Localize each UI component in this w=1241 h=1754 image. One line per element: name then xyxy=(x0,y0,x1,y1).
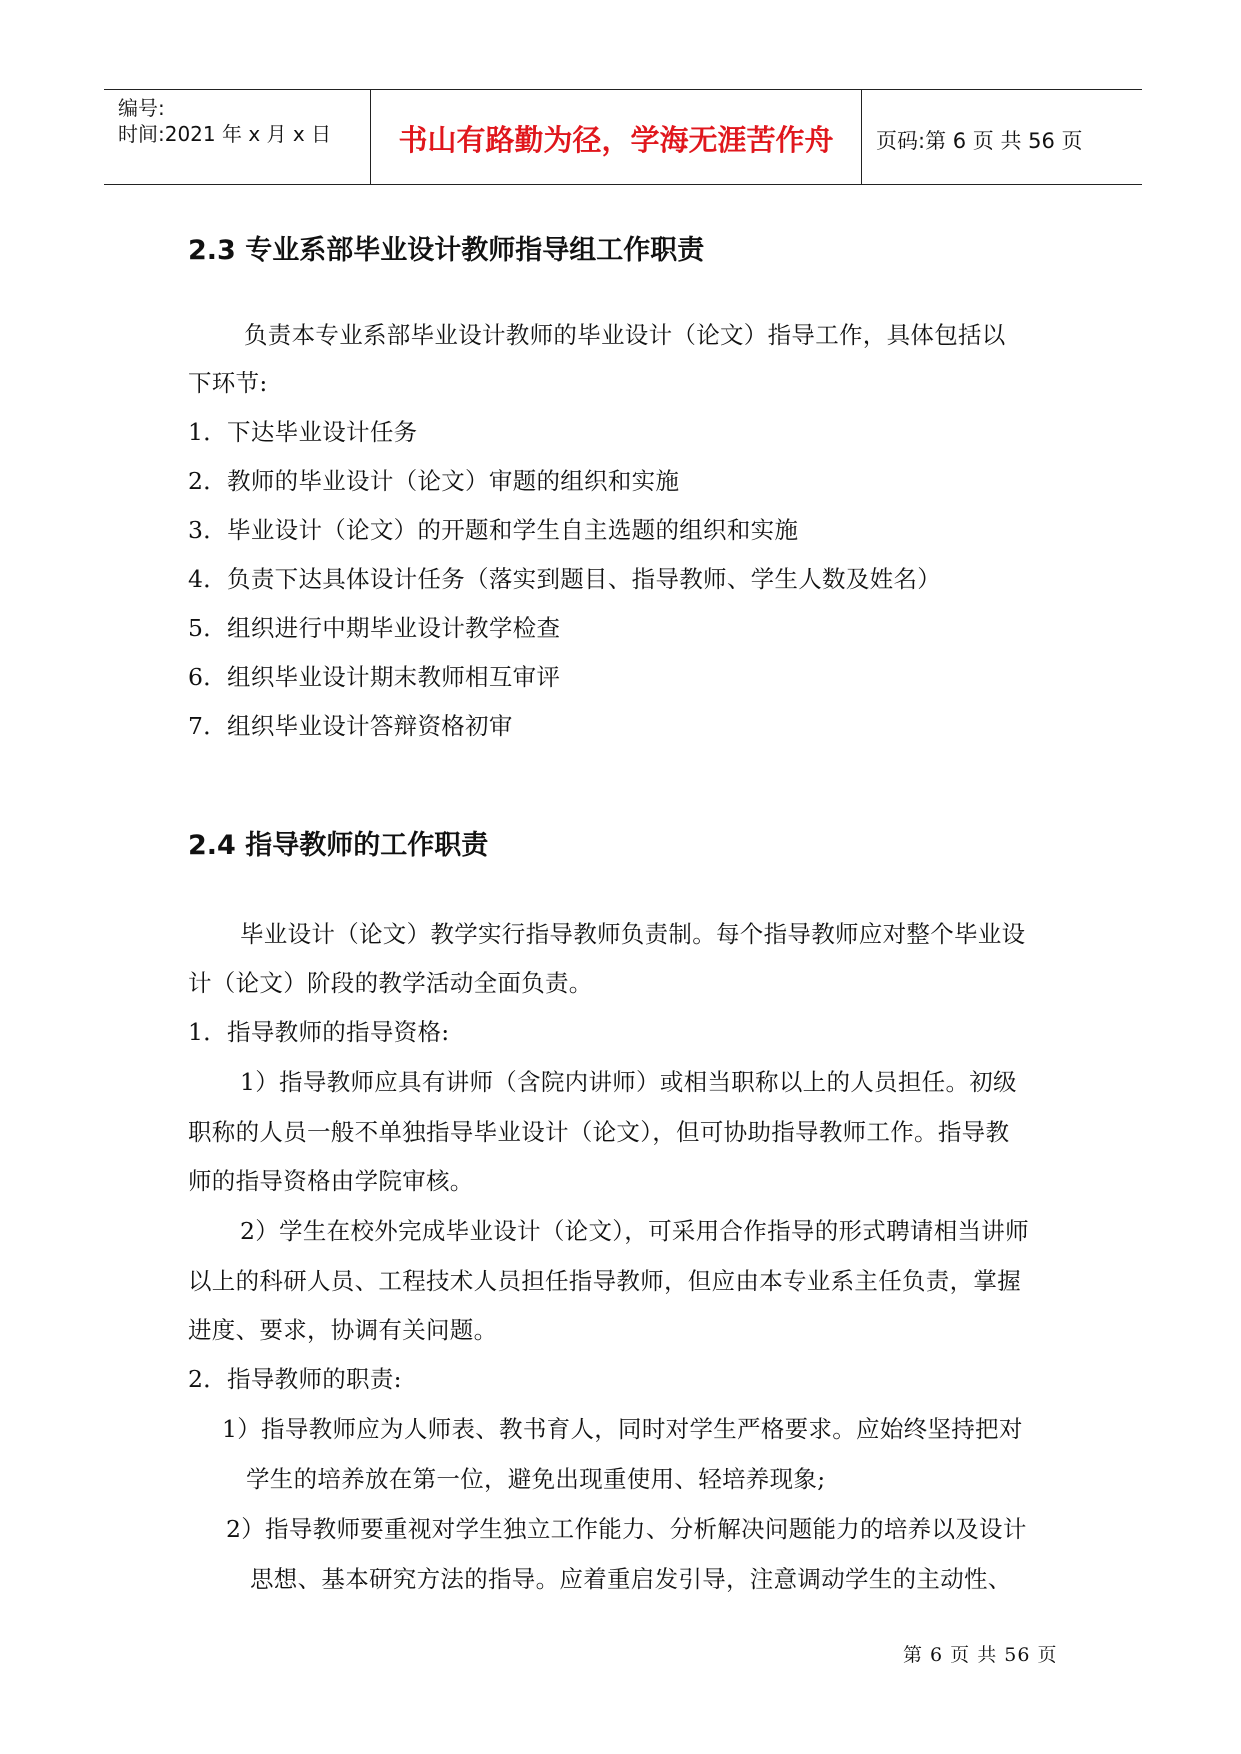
section-2-4-title: 2.4 指导教师的工作职责 xyxy=(188,830,489,861)
header-page-cell xyxy=(862,90,1142,184)
header-motto-cell xyxy=(370,90,862,184)
serial-label: 编号: xyxy=(118,96,165,120)
qualification-1-line-2: 职称的人员一般不单独指导毕业设计（论文），但可协助指导教师工作。指导教 xyxy=(188,1118,1010,1146)
list-item: 4．负责下达具体设计任务（落实到题目、指导教师、学生人数及姓名） xyxy=(188,565,942,593)
page-header xyxy=(104,89,1142,185)
motto-text: 书山有路勤为径，学海无涯苦作舟 xyxy=(398,123,834,157)
duty-1-line-1: 1）指导教师应为人师表、教书育人，同时对学生严格要求。应始终坚持把对 xyxy=(222,1415,1023,1443)
qualification-2-line-3: 进度、要求，协调有关问题。 xyxy=(188,1316,498,1344)
header-info-cell xyxy=(104,90,370,184)
page-footer: 第 6 页 共 56 页 xyxy=(903,1644,1058,1666)
section-2-3-intro-line-2: 下环节: xyxy=(188,369,268,397)
section-2-4-intro-line-1: 毕业设计（论文）教学实行指导教师负责制。每个指导教师应对整个毕业设 xyxy=(240,920,1026,948)
qualification-heading: 1．指导教师的指导资格: xyxy=(188,1018,450,1046)
list-item: 2．教师的毕业设计（论文）审题的组织和实施 xyxy=(188,467,680,495)
list-item: 7．组织毕业设计答辩资格初审 xyxy=(188,712,513,740)
duty-2-line-2: 思想、基本研究方法的指导。应着重启发引导，注意调动学生的主动性、 xyxy=(250,1565,1012,1593)
list-item: 6．组织毕业设计期末教师相互审评 xyxy=(188,663,561,691)
duty-2-line-1: 2）指导教师要重视对学生独立工作能力、分析解决问题能力的培养以及设计 xyxy=(226,1515,1027,1543)
qualification-2-line-2: 以上的科研人员、工程技术人员担任指导教师，但应由本专业系主任负责，掌握 xyxy=(188,1267,1021,1295)
page-code: 页码:第 6 页 共 56 页 xyxy=(876,129,1083,153)
duty-1-line-2: 学生的培养放在第一位，避免出现重使用、轻培养现象; xyxy=(246,1465,826,1493)
section-2-3-intro-line-1: 负责本专业系部毕业设计教师的毕业设计（论文）指导工作，具体包括以 xyxy=(244,321,1006,349)
qualification-2-line-1: 2）学生在校外完成毕业设计（论文），可采用合作指导的形式聘请相当讲师 xyxy=(240,1217,1029,1245)
list-item: 1．下达毕业设计任务 xyxy=(188,418,418,446)
list-item: 5．组织进行中期毕业设计教学检查 xyxy=(188,614,561,642)
duty-heading: 2．指导教师的职责: xyxy=(188,1365,402,1393)
time-label: 时间:2021 年 x 月 x 日 xyxy=(118,122,332,146)
section-2-4-intro-line-2: 计（论文）阶段的教学活动全面负责。 xyxy=(188,969,593,997)
list-item: 3．毕业设计（论文）的开题和学生自主选题的组织和实施 xyxy=(188,516,799,544)
qualification-1-line-1: 1）指导教师应具有讲师（含院内讲师）或相当职称以上的人员担任。初级 xyxy=(240,1068,1017,1096)
section-2-3-title: 2.3 专业系部毕业设计教师指导组工作职责 xyxy=(188,235,705,266)
qualification-1-line-3: 师的指导资格由学院审核。 xyxy=(188,1167,474,1195)
